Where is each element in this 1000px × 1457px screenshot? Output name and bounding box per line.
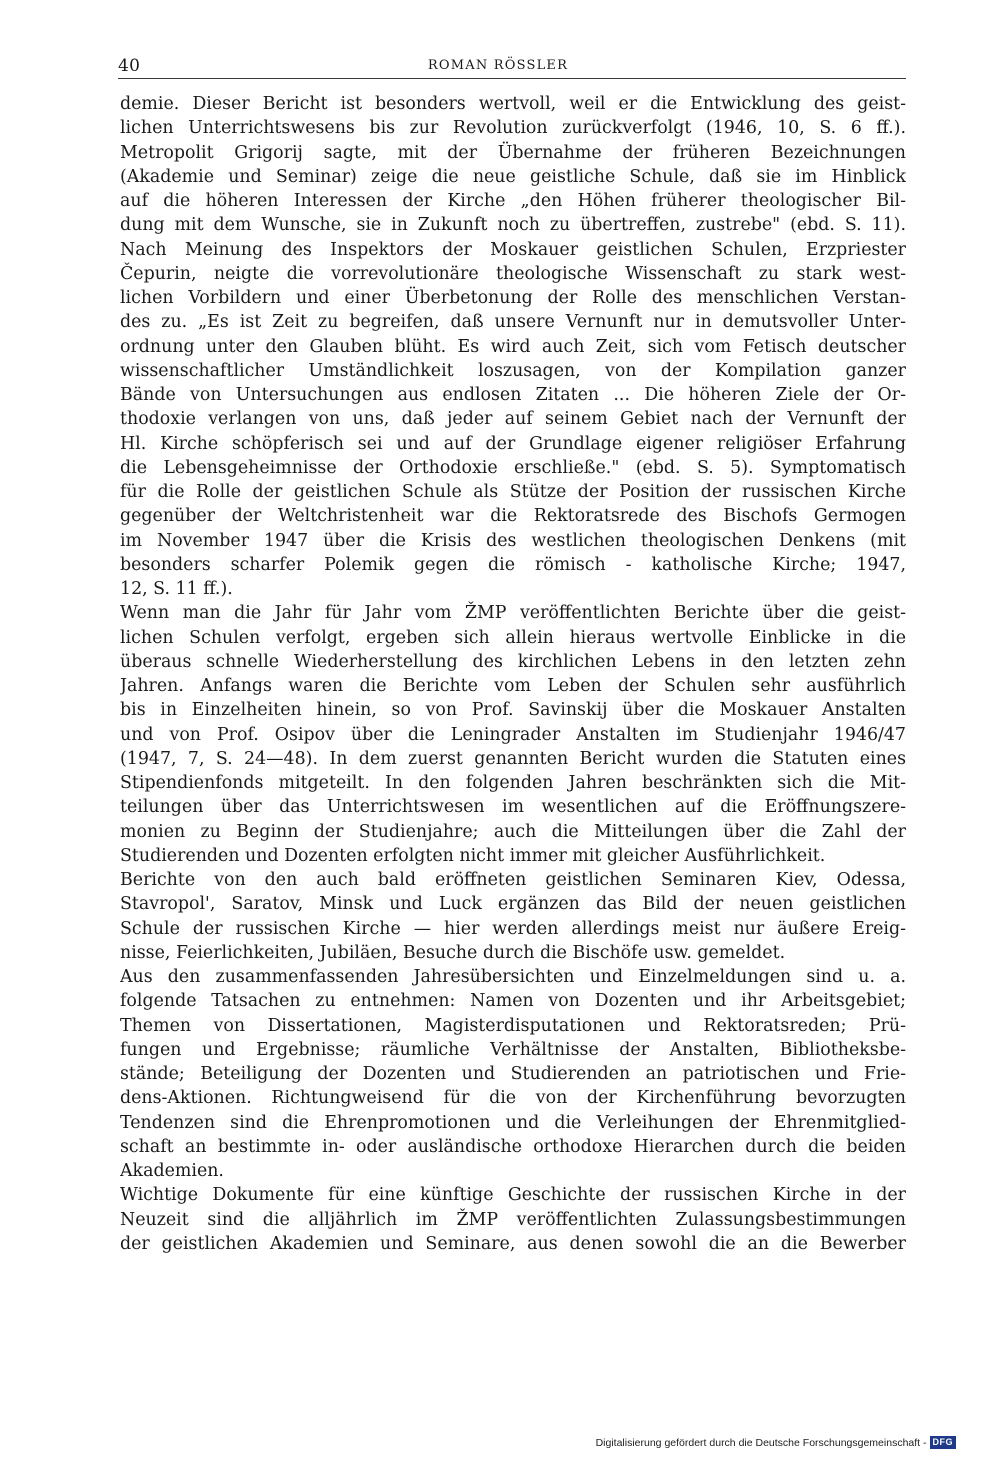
text-line: Bände von Untersuchungen aus endlosen Zitaten ... Die höheren Ziele der Or- (120, 385, 906, 405)
text-line: Čepurin, neigte die vorrevolutionäre theologische Wissenschaft zu stark west- (120, 263, 906, 284)
text-line: Metropolit Grigorij sagte, mit der Übernahme der früheren Bezeichnungen (120, 142, 906, 163)
text-line: im November 1947 über die Krisis des westlichen theologischen Denkens (mit (120, 530, 906, 551)
body-text (120, 92, 906, 1256)
text-line: stände; Beteiligung der Dozenten und Studierenden an patriotischen und Frie- (120, 1064, 906, 1084)
text-line: demie. Dieser Bericht ist besonders wertvoll, weil er die Entwicklung des geist- (120, 94, 906, 114)
text-line: wissenschaftlicher Umständlichkeit loszusagen, von der Kompilation ganzer (120, 360, 906, 381)
text-line: folgende Tatsachen zu entnehmen: Namen von Dozenten und ihr Arbeitsgebiet; (120, 991, 906, 1012)
dfg-logo-icon: DFG (930, 1436, 957, 1449)
text-line: Stipendienfonds mitgeteilt. In den folgenden Jahren beschränkten sich die Mit- (120, 773, 906, 793)
text-line: für die Rolle der geistlichen Schule als Stütze der Position der russischen Kirche (120, 482, 906, 502)
text-line: die Lebensgeheimnisse der Orthodoxie erschließe." (ebd. S. 5). Symptomatisch (120, 457, 906, 478)
page-number: 40 (118, 56, 141, 76)
text-line: und von Prof. Osipov über die Leningrader Anstalten im Studienjahr 1946/47 (120, 724, 906, 745)
text-line: lichen Vorbildern und einer Überbetonung der Rolle des menschlichen Verstan- (120, 288, 906, 308)
text-line: ordnung unter den Glauben blüht. Es wird auch Zeit, sich vom Fetisch deutscher (120, 336, 906, 357)
digitization-footer (596, 1436, 956, 1449)
text-line: Studierenden und Dozenten erfolgten nicht immer mit gleicher Ausführlichkeit. (120, 845, 826, 866)
text-line: teilungen über das Unterrichtswesen im wesentlichen auf die Eröffnungszere- (120, 797, 906, 818)
text-line: gegenüber der Weltchristenheit war die Rektoratsrede des Bischofs Germogen (120, 506, 906, 527)
text-line: Aus den zusammenfassenden Jahresübersichten und Einzelmeldungen sind u. a. (120, 967, 906, 987)
page-header (118, 56, 906, 78)
text-line: (1947, 7, S. 24—48). In dem zuerst genannten Bericht wurden die Statuten eines (120, 748, 906, 769)
text-line: Schule der russischen Kirche — hier werden allerdings meist nur äußere Ereig- (120, 918, 906, 939)
text-line: besonders scharfer Polemik gegen die römisch - katholische Kirche; 1947, (120, 554, 906, 575)
text-line: 12, S. 11 ff.). (120, 579, 233, 599)
text-line: monien zu Beginn der Studienjahre; auch die Mitteilungen über die Zahl der (120, 821, 906, 842)
text-line: nisse, Feierlichkeiten, Jubiläen, Besuche durch die Bischöfe usw. gemeldet. (120, 942, 786, 963)
text-line: Tendenzen sind die Ehrenpromotionen und die Verleihungen der Ehrenmitglied- (120, 1112, 906, 1133)
text-line: Themen von Dissertationen, Magisterdisputationen und Rektoratsreden; Prü- (120, 1015, 906, 1036)
text-line: Stavropol', Saratov, Minsk und Luck ergänzen das Bild der neuen geistlichen (120, 894, 906, 915)
digitization-note: Digitalisierung gefördert durch die Deutsche Forschungsgemeinschaft - (595, 1436, 927, 1449)
text-line: Jahren. Anfangs waren die Berichte vom Leben der Schulen sehr ausführlich (120, 676, 906, 696)
text-line: des zu. „Es ist Zeit zu begreifen, daß unsere Vernunft nur in demutsvoller Unter- (120, 312, 906, 333)
text-line: überaus schnelle Wiederherstellung des kirchlichen Lebens in den letzten zehn (120, 651, 906, 672)
header-rule (118, 78, 906, 79)
text-line: dung mit dem Wunsche, sie in Zukunft noch zu übertreffen, zustrebe" (ebd. S. 11). (120, 215, 906, 236)
text-line: thodoxie verlangen von uns, daß jeder auf seinem Gebiet nach der Vernunft der (120, 409, 906, 430)
text-line: auf die höheren Interessen der Kirche „den Höhen früherer theologischer Bil- (120, 191, 906, 211)
text-line: Wenn man die Jahr für Jahr vom ŽMP veröffentlichten Berichte über die geist- (120, 603, 906, 624)
text-line: (Akademie und Seminar) zeige die neue geistliche Schule, daß sie im Hinblick (120, 166, 906, 187)
text-line: Akademien. (120, 1161, 224, 1181)
text-line: Neuzeit sind die alljährlich im ŽMP veröffentlichten Zulassungsbestimmungen (120, 1209, 906, 1230)
text-line: der geistlichen Akademien und Seminare, aus denen sowohl die an die Bewerber (120, 1233, 906, 1254)
text-line: Nach Meinung des Inspektors der Moskauer geistlichen Schulen, Erzpriester (120, 239, 906, 260)
running-title: ROMAN RÖSSLER (427, 58, 569, 73)
text-line: schaft an bestimmte in- oder ausländische orthodoxe Hierarchen durch die beiden (120, 1136, 906, 1157)
text-line: dens-Aktionen. Richtungweisend für die von der Kirchenführung bevorzugten (120, 1088, 906, 1109)
text-line: lichen Unterrichtswesens bis zur Revolution zurückverfolgt (1946, 10, S. 6 ff.). (120, 118, 906, 139)
text-line: fungen und Ergebnisse; räumliche Verhältnisse der Anstalten, Bibliotheksbe- (120, 1039, 906, 1060)
text-line: lichen Schulen verfolgt, ergeben sich allein hieraus wertvolle Einblicke in die (120, 627, 906, 648)
text-line: Berichte von den auch bald eröffneten geistlichen Seminaren Kiev, Odessa, (120, 870, 906, 890)
text-line: bis in Einzelheiten hinein, so von Prof. Savinskij über die Moskauer Anstalten (120, 700, 906, 721)
text-line: Hl. Kirche schöpferisch sei und auf der Grundlage eigener religiöser Erfahrung (120, 433, 906, 454)
text-line: Wichtige Dokumente für eine künftige Geschichte der russischen Kirche in der (120, 1185, 906, 1206)
